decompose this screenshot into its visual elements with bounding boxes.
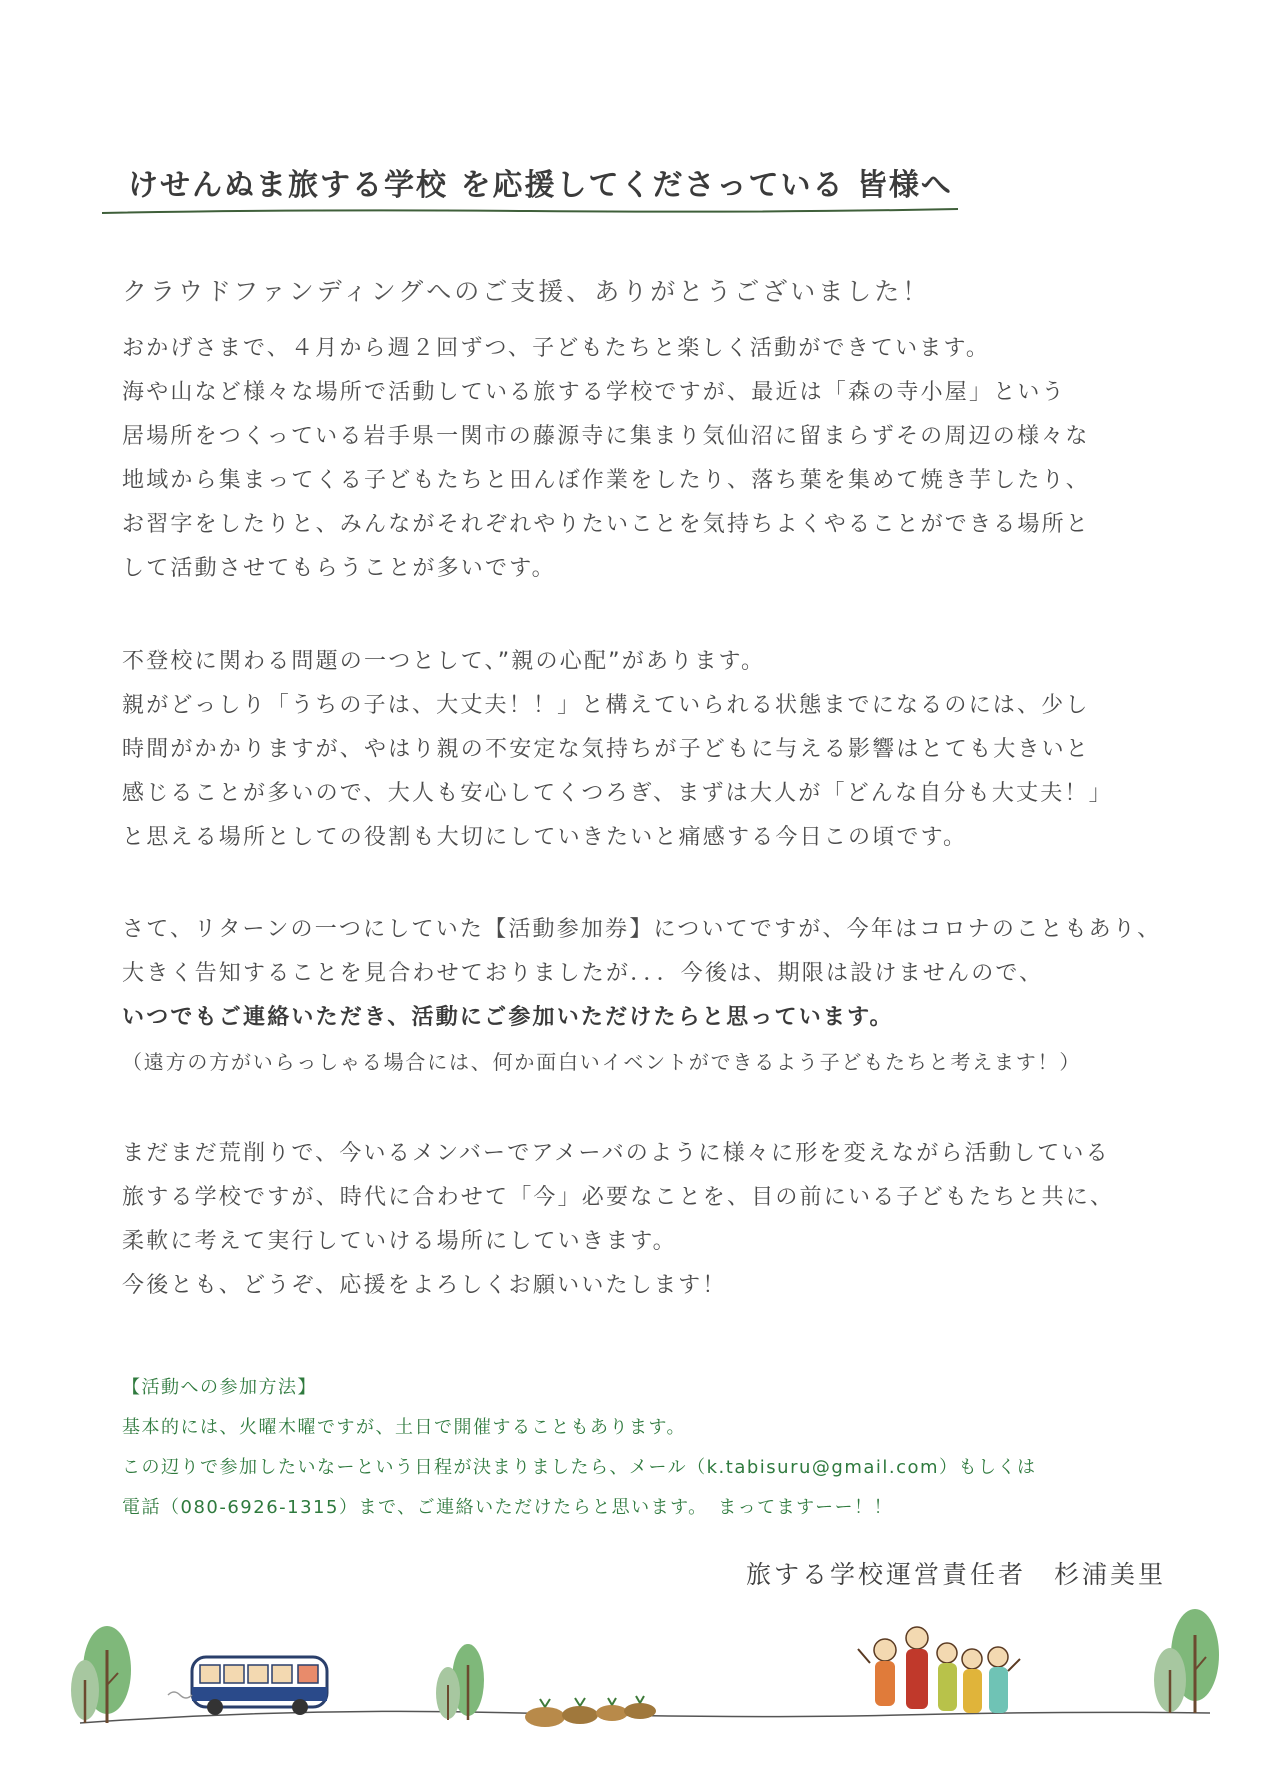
text-line: して活動させてもらうことが多いです。 (122, 556, 556, 581)
participation-info (122, 1368, 1037, 1528)
letter-title: けせんぬま旅する学校 を応援してくださっている 皆様へ (128, 168, 953, 203)
text-line: おかげさまで、４月から週２回ずつ、子どもたちと楽しく活動ができています。 (122, 336, 991, 361)
tree-icon (71, 1626, 131, 1723)
info-line: 基本的には、火曜木曜ですが、土日で開催することもあります。 (122, 1417, 687, 1438)
paragraph-1 (122, 327, 1090, 591)
text-line: 不登校に関わる問題の一つとして、”親の心配”があります。 (122, 649, 766, 674)
text-line: 居場所をつくっている岩手県一関市の藤源寺に集まり気仙沼に留まらずその周辺の様々な (122, 424, 1090, 449)
text-line: と思える場所としての役割も大切にしていきたいと痛感する今日この頃です。 (122, 825, 968, 850)
text-line: まだまだ荒削りで、今いるメンバーでアメーバのように様々に形を変えながら活動している (122, 1141, 1110, 1166)
tree-icon (1154, 1609, 1219, 1713)
sprout-icon (525, 1696, 656, 1727)
text-line: 今後とも、どうぞ、応援をよろしくお願いいたします！ (122, 1273, 727, 1298)
text-line: 地域から集まってくる子どもたちと田んぼ作業をしたり、落ち葉を集めて焼き芋したり、 (122, 468, 1091, 493)
text-line: 大きく告知することを見合わせておりましたが．．．今後は、期限は設けませんので、 (122, 961, 1044, 986)
bus-icon (168, 1657, 327, 1715)
text-line: 旅する学校ですが、時代に合わせて「今」必要なことを、目の前にいる子どもたちと共に、 (122, 1185, 1115, 1210)
paragraph-2 (122, 640, 1113, 860)
paragraph-4 (122, 1132, 1114, 1308)
title-underline (100, 205, 960, 219)
footer-illustration (0, 1595, 1276, 1745)
text-line: 感じることが多いので、大人も安心してくつろぎ、まずは大人が「どんな自分も大丈夫！」 (122, 781, 1113, 806)
text-line: さて、リターンの一つにしていた【活動参加券】についてですが、今年はコロナのこともあり、 (122, 917, 1162, 942)
note-line: （遠方の方がいらっしゃる場合には、何か面白いイベントができるよう子どもたちと考えます！） (122, 1050, 1082, 1074)
text-line: お習字をしたりと、みんながそれぞれやりたいことを気持ちよくやることができる場所と (122, 512, 1091, 537)
text-line: 時間がかかりますが、やはり親の不安定な気持ちが子どもに与える影響はとても大きいと (122, 737, 1091, 762)
text-line: 親がどっしり「うちの子は、大丈夫！！」と構えていられる状態までになるのには、少し (122, 693, 1090, 718)
children-group-icon (858, 1627, 1020, 1713)
text-line: 柔軟に考えて実行していける場所にしていきます。 (122, 1229, 677, 1254)
signature: 旅する学校運営責任者 杉浦美里 (745, 1560, 1166, 1589)
emphasis-line: いつでもご連絡いただき、活動にご参加いただけたらと思っています。 (122, 1005, 894, 1030)
info-heading: 【活動への参加方法】 (122, 1377, 317, 1398)
tree-icon (436, 1644, 484, 1720)
text-line: 海や山など様々な場所で活動している旅する学校ですが、最近は「森の寺小屋」という (122, 380, 1066, 405)
info-phone-line: 電話（080-6926-1315）まで、ご連絡いただけたらと思います。 まってますーー！！ (122, 1497, 894, 1518)
greeting: クラウドファンディングへのご支援、ありがとうございました！ (122, 277, 931, 306)
info-contact-line: この辺りで参加したいなーという日程が決まりましたら、メール（k.tabisuru@gmail.com）もしくは (122, 1457, 1037, 1478)
paragraph-3 (122, 908, 1161, 1084)
